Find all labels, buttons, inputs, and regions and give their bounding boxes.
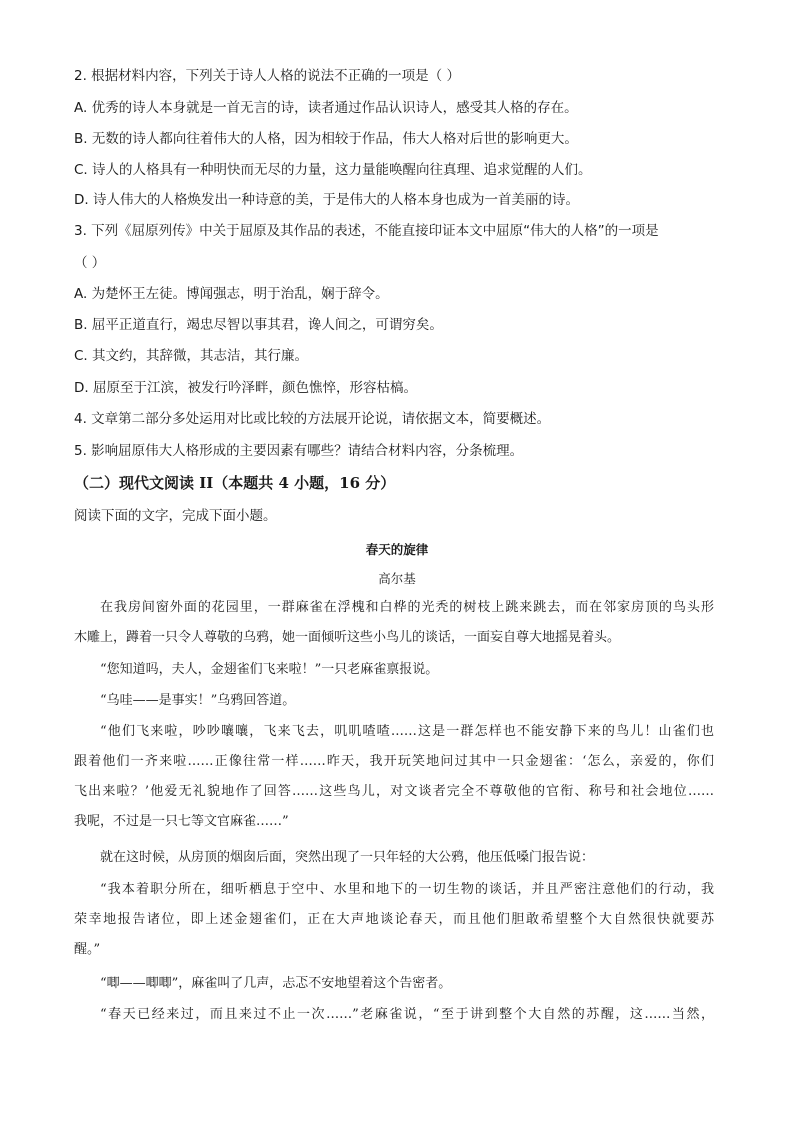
paragraph-8: [74, 1000, 714, 1030]
paragraph-1: [74, 593, 714, 653]
paragraph-line: “春天已经来过，而且来过不止一次……”老麻雀说，“至于讲到整个大自然的苏醒，这……当然，: [100, 1007, 714, 1022]
instruction: 阅读下面的文字，完成下面小题。: [74, 508, 277, 524]
paragraph-line: 荣幸地报告诸位，即上述金翅雀们，正在大声地谈论春天，而且他们胆敢希望整个大自然很快就要苏: [74, 912, 714, 927]
article-author: 高尔基: [378, 571, 416, 586]
paragraph-6: [74, 875, 714, 965]
question-2: 2. 根据材料内容，下列关于诗人人格的说法不正确的一项是（ ）: [74, 68, 460, 84]
paragraph-3: [74, 686, 714, 716]
paragraph-line: 跟着他们一齐来啦……正像往常一样……昨天，我开玩笑地问过其中一只金翅雀：‘怎么，亲爱的，你们: [74, 754, 714, 769]
question-3-blank: （ ）: [74, 255, 106, 271]
paragraph-5: [74, 843, 714, 873]
option-c: C. 其文约，其辞微，其志洁，其行廉。: [74, 348, 309, 364]
option-b: B. 无数的诗人都向往着伟大的人格，因为相较于作品，伟大人格对后世的影响更大。: [74, 131, 578, 147]
option-a: A. 为楚怀王左徒。博闻强志，明于治乱，娴于辞令。: [74, 286, 389, 302]
article-title: 春天的旋律: [365, 542, 429, 557]
section-heading: （二）现代文阅读 II（本题共 4 小题，16 分）: [74, 474, 396, 492]
paragraph-line: “乌哇——是事实！”乌鸦回答道。: [100, 693, 296, 708]
option-a: A. 优秀的诗人本身就是一首无言的诗，读者通过作品认识诗人，感受其人格的存在。: [74, 100, 578, 116]
option-b: B. 屈平正道直行，竭忠尽智以事其君，谗人间之，可谓穷矣。: [74, 317, 443, 333]
question-4: 4. 文章第二部分多处运用对比或比较的方法展开论说，请依据文本，简要概述。: [74, 411, 551, 427]
paragraph-line: 木雕上，蹲着一只令人尊敬的乌鸦，她一面倾听这些小鸟儿的谈话，一面妄自尊大地摇晃着头。: [74, 630, 621, 645]
paragraph-line: “他们飞来啦，吵吵嚷嚷，飞来飞去，叽叽喳喳……这是一群怎样也不能安静下来的鸟儿！山雀们也: [100, 724, 714, 739]
paragraph-line: 在我房间窗外面的花园里，一群麻雀在浮槐和白桦的光秃的树枝上跳来跳去，而在邻家房顶的鸟头形: [100, 600, 714, 615]
question-3: 3. 下列《屈原列传》中关于屈原及其作品的表述，不能直接印证本文中屈原“伟大的人格”的一项是: [74, 223, 659, 239]
paragraph-7: [74, 969, 714, 999]
paragraph-line: 飞出来啦？’他爱无礼貌地作了回答……这些鸟儿，对文谈者完全不尊敬他的官衔、称号和社会地位……: [74, 784, 714, 799]
option-c: C. 诗人的人格具有一种明快而无尽的力量，这力量能唤醒向往真理、追求觉醒的人们。: [74, 162, 592, 178]
option-d: D. 诗人伟大的人格焕发出一种诗意的美，于是伟大的人格本身也成为一首美丽的诗。: [74, 192, 579, 208]
paragraph-line: “唧——唧唧”，麻雀叫了几声，忐忑不安地望着这个告密者。: [100, 976, 452, 991]
option-d: D. 屈原至于江滨，被发行吟泽畔，颜色憔悴，形容枯槁。: [74, 380, 417, 396]
paragraph-line: “您知道吗，夫人，金翅雀们飞来啦！”一只老麻雀禀报说。: [100, 662, 439, 677]
paragraph-line: 醒。”: [74, 942, 101, 957]
paragraph-line: “我本着职分所在，细听栖息于空中、水里和地下的一切生物的谈话，并且严密注意他们的行动，我: [100, 882, 714, 897]
paragraph-line: 我呢，不过是一只七等文官麻雀……”: [74, 814, 289, 829]
paragraph-line: 就在这时候，从房顶的烟囱后面，突然出现了一只年轻的大公鸦，他压低嗓门报告说：: [100, 850, 595, 865]
paragraph-4: [74, 717, 714, 837]
paragraph-2: [74, 655, 714, 685]
question-5: 5. 影响屈原伟大人格形成的主要因素有哪些？请结合材料内容，分条梳理。: [74, 443, 524, 459]
